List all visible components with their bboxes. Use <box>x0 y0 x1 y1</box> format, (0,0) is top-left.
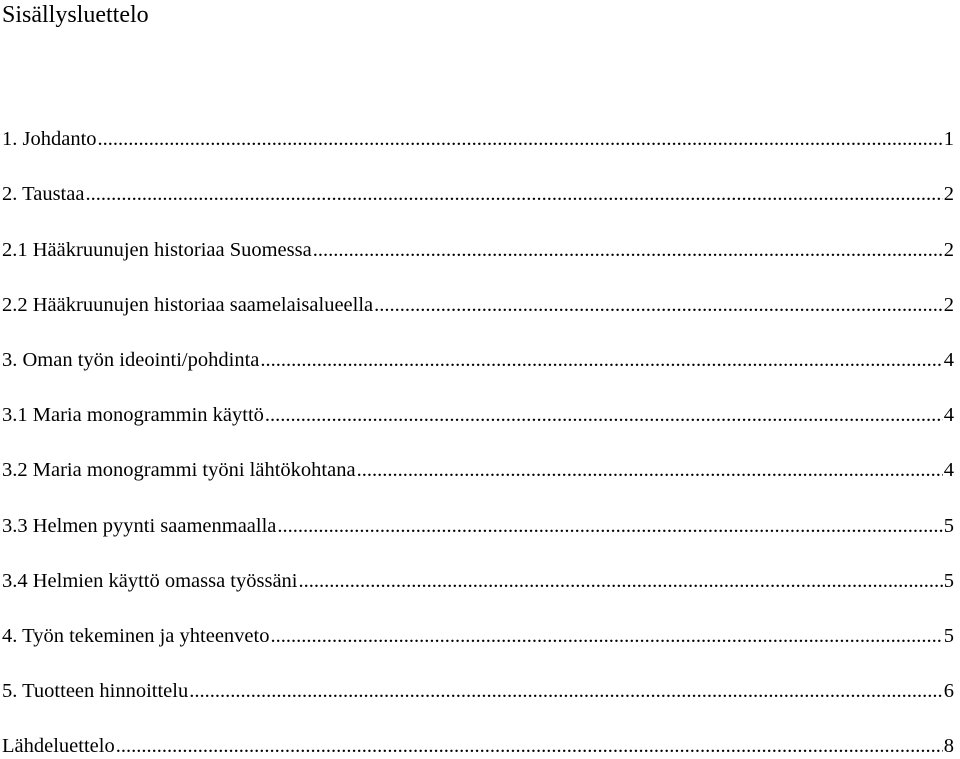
toc-page-number: 4 <box>943 459 954 481</box>
toc-entry-3[interactable] <box>2 347 954 373</box>
toc-page-number: 5 <box>943 515 954 537</box>
toc-entry-2-2[interactable] <box>2 292 954 318</box>
dot-leader <box>313 237 943 263</box>
toc-page-number: 4 <box>943 349 954 371</box>
dot-leader <box>357 457 943 483</box>
dot-leader <box>265 402 943 428</box>
toc-entry-3-4[interactable] <box>2 568 954 594</box>
toc-page-number: 8 <box>943 735 954 757</box>
toc-entry-3-2[interactable] <box>2 457 954 483</box>
dot-leader <box>116 733 943 759</box>
toc-page-number: 6 <box>943 680 954 702</box>
toc-entry-label: 3.1 Maria monogrammin käyttö <box>2 404 264 426</box>
toc-page-number: 4 <box>943 404 954 426</box>
toc-page-number: 5 <box>943 625 954 647</box>
dot-leader <box>189 678 943 704</box>
toc-page-number: 2 <box>943 239 954 261</box>
dot-leader <box>260 347 942 373</box>
toc-entry-label: 3.2 Maria monogrammi työni lähtökohtana <box>2 459 356 481</box>
dot-leader <box>85 181 942 207</box>
toc-entry-label: 1. Johdanto <box>2 128 97 150</box>
toc-entry-3-3[interactable] <box>2 513 954 539</box>
toc-entry-3-1[interactable] <box>2 402 954 428</box>
dot-leader <box>98 126 943 152</box>
toc-entry-label: 5. Tuotteen hinnoittelu <box>2 680 189 702</box>
toc-entry-taustaa[interactable] <box>2 181 954 207</box>
toc-entry-johdanto[interactable] <box>2 126 954 152</box>
toc-entry-label: 2.2 Hääkruunujen historiaa saamelaisalueella <box>2 294 374 316</box>
toc-entry-label: 2.1 Hääkruunujen historiaa Suomessa <box>2 239 312 261</box>
toc-entry-label: 3. Oman työn ideointi/pohdinta <box>2 349 260 371</box>
toc-page-number: 2 <box>943 294 954 316</box>
toc-page-number: 5 <box>943 570 954 592</box>
toc-entry-label: 2. Taustaa <box>2 183 85 205</box>
dot-leader <box>270 623 942 649</box>
toc-page-number: 2 <box>943 183 954 205</box>
toc-entry-4[interactable] <box>2 623 954 649</box>
toc-entry-label: 3.3 Helmen pyynti saamenmaalla <box>2 515 277 537</box>
toc-entry-label: 4. Työn tekeminen ja yhteenveto <box>2 625 270 647</box>
dot-leader <box>374 292 943 318</box>
toc-page-number: 1 <box>943 128 954 150</box>
dot-leader <box>299 568 943 594</box>
toc-entry-label: 3.4 Helmien käyttö omassa työssäni <box>2 570 298 592</box>
toc-entry-lahdeluettelo[interactable] <box>2 733 954 759</box>
toc-title: Sisällysluettelo <box>2 2 149 28</box>
toc-entry-2-1[interactable] <box>2 237 954 263</box>
toc-entry-label: Lähdeluettelo <box>2 735 115 757</box>
toc-entry-5[interactable] <box>2 678 954 704</box>
dot-leader <box>277 513 942 539</box>
